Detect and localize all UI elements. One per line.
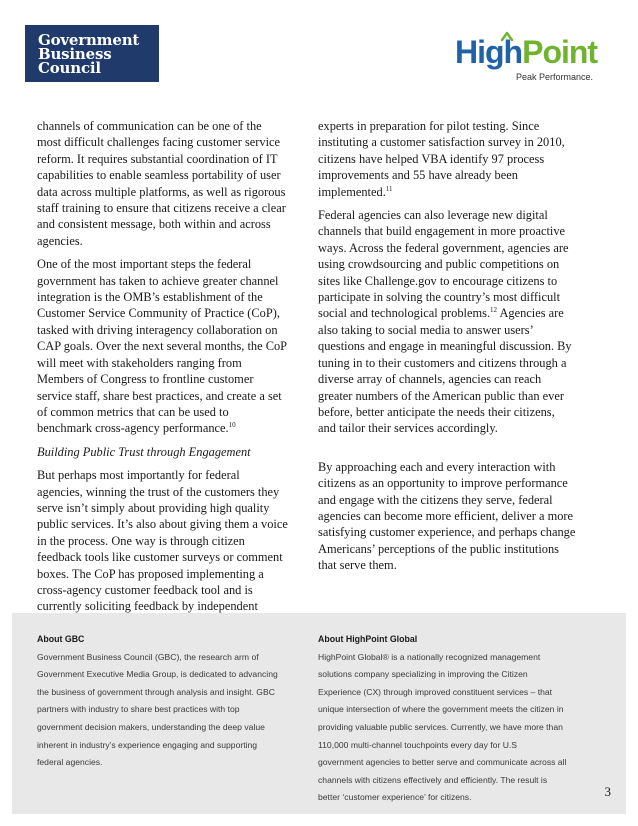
text-line: Customer Service Community of Practice (CoP), bbox=[37, 306, 280, 321]
text-line: agencies, winning the trust of the customers they bbox=[37, 484, 280, 499]
text-line: that serve them. bbox=[318, 558, 397, 573]
text-line: 110,000 multi-channel touchpoints every day for U.S bbox=[318, 739, 518, 750]
text-line: agencies can become more efficient, deliver a more bbox=[318, 508, 574, 523]
text-line: will meet with stakeholders ranging from bbox=[37, 355, 242, 370]
text-line: in the process. One way is through citizen bbox=[37, 533, 245, 548]
text-line: public services. It’s also about giving them a voice bbox=[37, 517, 288, 532]
text-line-content: implemented. bbox=[318, 184, 386, 199]
text-line: Federal agencies can also leverage new digital bbox=[318, 208, 548, 223]
gbc-logo-line: Business bbox=[38, 45, 112, 63]
about-gbc bbox=[37, 631, 299, 772]
text-line: channels with citizens effectively and efficiently. The result is bbox=[318, 774, 548, 785]
text-line: partners with industry to share best practices with top bbox=[37, 704, 240, 715]
text-line: boxes. The CoP has proposed implementing a bbox=[37, 566, 264, 581]
text-line: and tailor their services accordingly. bbox=[318, 421, 498, 436]
text-line bbox=[37, 420, 307, 436]
text-line: currently soliciting feedback by independent bbox=[37, 599, 258, 614]
text-line: CAP goals. Over the next several months, the CoP bbox=[37, 339, 288, 354]
text-line: greater numbers of the American public than ever bbox=[318, 388, 564, 403]
paragraph bbox=[318, 459, 588, 574]
text-line: tasked with driving interagency collaboration on bbox=[37, 322, 278, 337]
text-line bbox=[318, 184, 588, 200]
text-line: experts in preparation for pilot testing. Since bbox=[318, 119, 540, 133]
section-subheading: Building Public Trust through Engagement bbox=[37, 444, 251, 459]
text-line: and engage with the citizens they serve, federal bbox=[318, 492, 553, 507]
text-line: using crowdsourcing and public competitions on bbox=[318, 257, 560, 272]
paragraph bbox=[318, 207, 588, 437]
text-line: the business of government through analysis and insight. GBC bbox=[37, 686, 275, 697]
left-column bbox=[37, 118, 307, 622]
text-line: staff training to ensure that citizens receive a clear bbox=[37, 201, 286, 216]
text-line: Government Business Council (GBC), the research arm of bbox=[37, 651, 259, 662]
text-line: integration is the OMB’s establishment of the bbox=[37, 290, 263, 305]
highpoint-wordmark bbox=[455, 34, 597, 70]
text-line bbox=[318, 305, 588, 321]
text-line: citizens as an opportunity to improve performance bbox=[318, 476, 568, 491]
text-line: ways. Across the federal government, agencies are bbox=[318, 240, 569, 255]
text-line: reform. It requires substantial coordination of IT bbox=[37, 151, 278, 166]
text-line: capabilities to enable seamless portability of user bbox=[37, 168, 281, 183]
text-line: One of the most important steps the federal bbox=[37, 257, 252, 272]
text-line: government agencies to better serve and communicate across all bbox=[318, 757, 567, 768]
text-line: sites like Challenge.gov to encourage citizens to bbox=[318, 273, 558, 288]
text-line: citizens have helped VBA identify 97 process bbox=[318, 151, 545, 166]
text-line: tuning in to their customers and citizens through a bbox=[318, 355, 567, 370]
text-line: diverse array of channels, agencies can reach bbox=[318, 372, 542, 387]
text-line: feedback tools like customer surveys or comment bbox=[37, 550, 283, 565]
text-line: providing valuable public services. Currently, we have more than bbox=[318, 721, 563, 732]
text-line: participate in solving the country’s most difficult bbox=[318, 290, 561, 305]
text-line: instituting a customer satisfaction survey in 2010, bbox=[318, 135, 565, 150]
highpoint-tagline: Peak Performance. bbox=[515, 72, 593, 82]
paragraph bbox=[37, 467, 307, 615]
text-line: and consistent message, both within and across bbox=[37, 217, 271, 232]
highpoint-word-point: Point bbox=[522, 34, 598, 70]
page-number: 3 bbox=[604, 784, 611, 799]
paragraph bbox=[37, 256, 307, 436]
text-line-content: benchmark cross-agency performance. bbox=[37, 421, 229, 436]
paragraph bbox=[37, 118, 307, 249]
text-line: service staff, share best practices, and create a set bbox=[37, 388, 282, 403]
text-line: unique intersection of where the government meets the citizen in bbox=[318, 704, 564, 715]
text-line: satisfying customer experience, and perhaps change bbox=[318, 525, 576, 540]
text-line: questions and engage in meaningful discussion. By bbox=[318, 339, 572, 354]
text-line: But perhaps most importantly for federal bbox=[37, 468, 240, 483]
text-line: Experience (CX) through improved constituent services – that bbox=[318, 686, 553, 697]
footnote-ref: 10 bbox=[228, 421, 236, 430]
gbc-logo-line: Government bbox=[38, 31, 140, 49]
about-highpoint-heading: About HighPoint Global bbox=[318, 634, 418, 644]
text-line: solutions company specializing in improving the Citizen bbox=[318, 669, 528, 680]
text-line: channels of communication can be one of the bbox=[37, 119, 262, 133]
text-line: channels that build engagement in more proactive bbox=[318, 224, 566, 239]
text-line: Members of Congress to frontline customer bbox=[37, 372, 254, 387]
text-line: most difficult challenges facing customer service bbox=[37, 135, 281, 150]
text-line: By approaching each and every interaction with bbox=[318, 459, 556, 474]
about-gbc-heading: About GBC bbox=[37, 634, 85, 644]
text-line: HighPoint Global® is a nationally recognized management bbox=[318, 651, 541, 662]
text-line: agencies. bbox=[37, 233, 83, 248]
text-line: inherent in industry’s experience engaging and supporting bbox=[37, 739, 258, 750]
text-line: before, better anticipate the needs their citizens, bbox=[318, 404, 555, 419]
text-line: data across multiple platforms, as well as rigorous bbox=[37, 184, 286, 199]
right-column bbox=[318, 118, 588, 581]
text-line: government has taken to achieve greater channel bbox=[37, 273, 279, 288]
text-line: federal agencies. bbox=[37, 757, 103, 768]
text-line: Government Executive Media Group, is dedicated to advancing bbox=[37, 669, 278, 680]
footnote-ref: 11 bbox=[385, 184, 393, 193]
text-line: improvements and 55 have already been bbox=[318, 168, 518, 183]
text-line: of common metrics that can be used to bbox=[37, 404, 229, 419]
text-line: Americans’ perceptions of the public institutions bbox=[318, 541, 559, 556]
text-line-content: social and technological problems. bbox=[318, 306, 491, 321]
footer-panel bbox=[12, 613, 626, 814]
text-line-content: Agencies are bbox=[497, 306, 564, 321]
about-highpoint bbox=[318, 631, 598, 807]
gbc-logo bbox=[25, 25, 159, 82]
text-line: serve isn’t simply about providing high quality bbox=[37, 500, 270, 515]
text-line: better ‘customer experience’ for citizens. bbox=[318, 792, 472, 803]
gbc-logo-line: Council bbox=[38, 59, 101, 77]
highpoint-logo bbox=[455, 34, 605, 90]
text-line: cross-agency customer feedback tool and is bbox=[37, 582, 253, 597]
highpoint-word-high: High bbox=[455, 34, 523, 70]
text-line: also taking to social media to answer users’ bbox=[318, 322, 534, 337]
footnote-ref: 12 bbox=[490, 306, 498, 315]
text-line: government decision makers, understanding the deep value bbox=[37, 721, 265, 732]
paragraph bbox=[318, 118, 588, 200]
